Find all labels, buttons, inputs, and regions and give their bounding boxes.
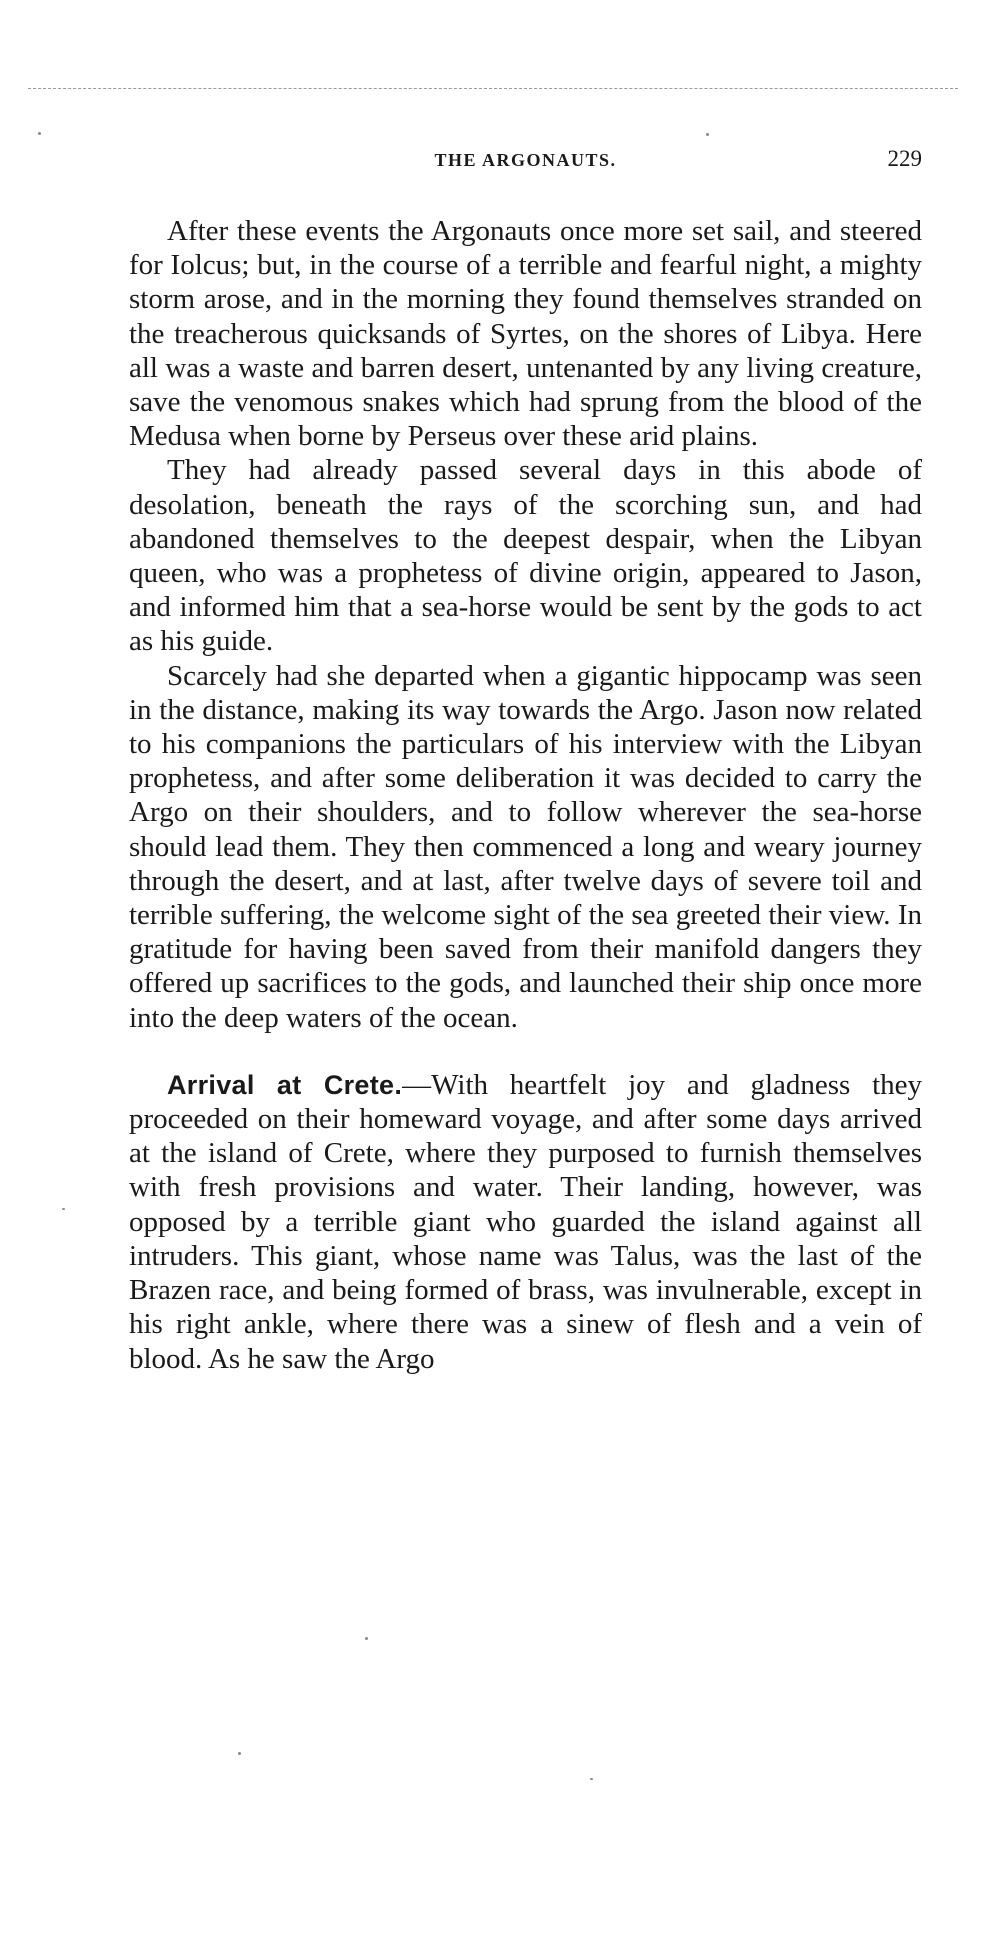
scan-speck [365, 1637, 368, 1640]
paragraph: Scarcely had she departed when a gigantic hippocamp was seen in the distance, making its way towards the Argo. Jason now related to his companions the particulars of his interview with the Libyan prophetess, and after some deliberation it was decided to carry the Argo on their shoulders, and to follow wherever the sea-horse should lead them. They then commenced a long and weary journey through the desert, and at last, after twelve days of severe toil and terrible suffering, the welcome sight of the sea greeted their view. In gratitude for having been saved from their manifold dangers they offered up sacrifices to the gods, and launched their ship once more into the deep waters of the ocean. [129, 659, 922, 1034]
page-number: 229 [887, 146, 922, 171]
running-title: THE ARGONAUTS. [434, 150, 617, 170]
scan-speck [706, 133, 709, 136]
section-gap [129, 1035, 922, 1068]
book-page [129, 146, 922, 1376]
section-paragraph [129, 1068, 922, 1376]
paragraph: After these events the Argonauts once more set sail, and steered for Iolcus; but, in the course of a terrible and fearful night, a mighty storm arose, and in the morning they found themselves stranded on the treacherous quicksands of Syrtes, on the shores of Libya. Here all was a waste and barren desert, untenanted by any living creature, save the venomous snakes which had sprung from the blood of the Medusa when borne by Perseus over these arid plains. [129, 215, 922, 453]
section-heading: Arrival at Crete. [167, 1069, 403, 1100]
running-header [129, 146, 922, 186]
section-text: —With heartfelt joy and gladness they proceeded on their homeward voyage, and after some days arrived at the island of Crete, where they purposed to furnish themselves with fresh provisions and water. Their landing, however, was opposed by a terrible giant who guarded the island against all intruders. This giant, whose name was Talus, was the last of the Brazen race, and being formed of brass, was invulnerable, except in his right ankle, where there was a sinew of flesh and a vein of blood. As he saw the Argo [129, 1068, 922, 1375]
scan-speck [590, 1778, 593, 1780]
paragraph: They had already passed several days in this abode of desolation, beneath the rays of the scorching sun, and had abandoned themselves to the deepest despair, when the Libyan queen, who was a prophetess of divine origin, appeared to Jason, and informed him that a sea-horse would be sent by the gods to act as his guide. [129, 454, 922, 658]
scan-speck [38, 132, 41, 135]
scan-speck [238, 1752, 241, 1755]
scan-speck [62, 1208, 65, 1210]
scan-edge-line [28, 88, 958, 89]
